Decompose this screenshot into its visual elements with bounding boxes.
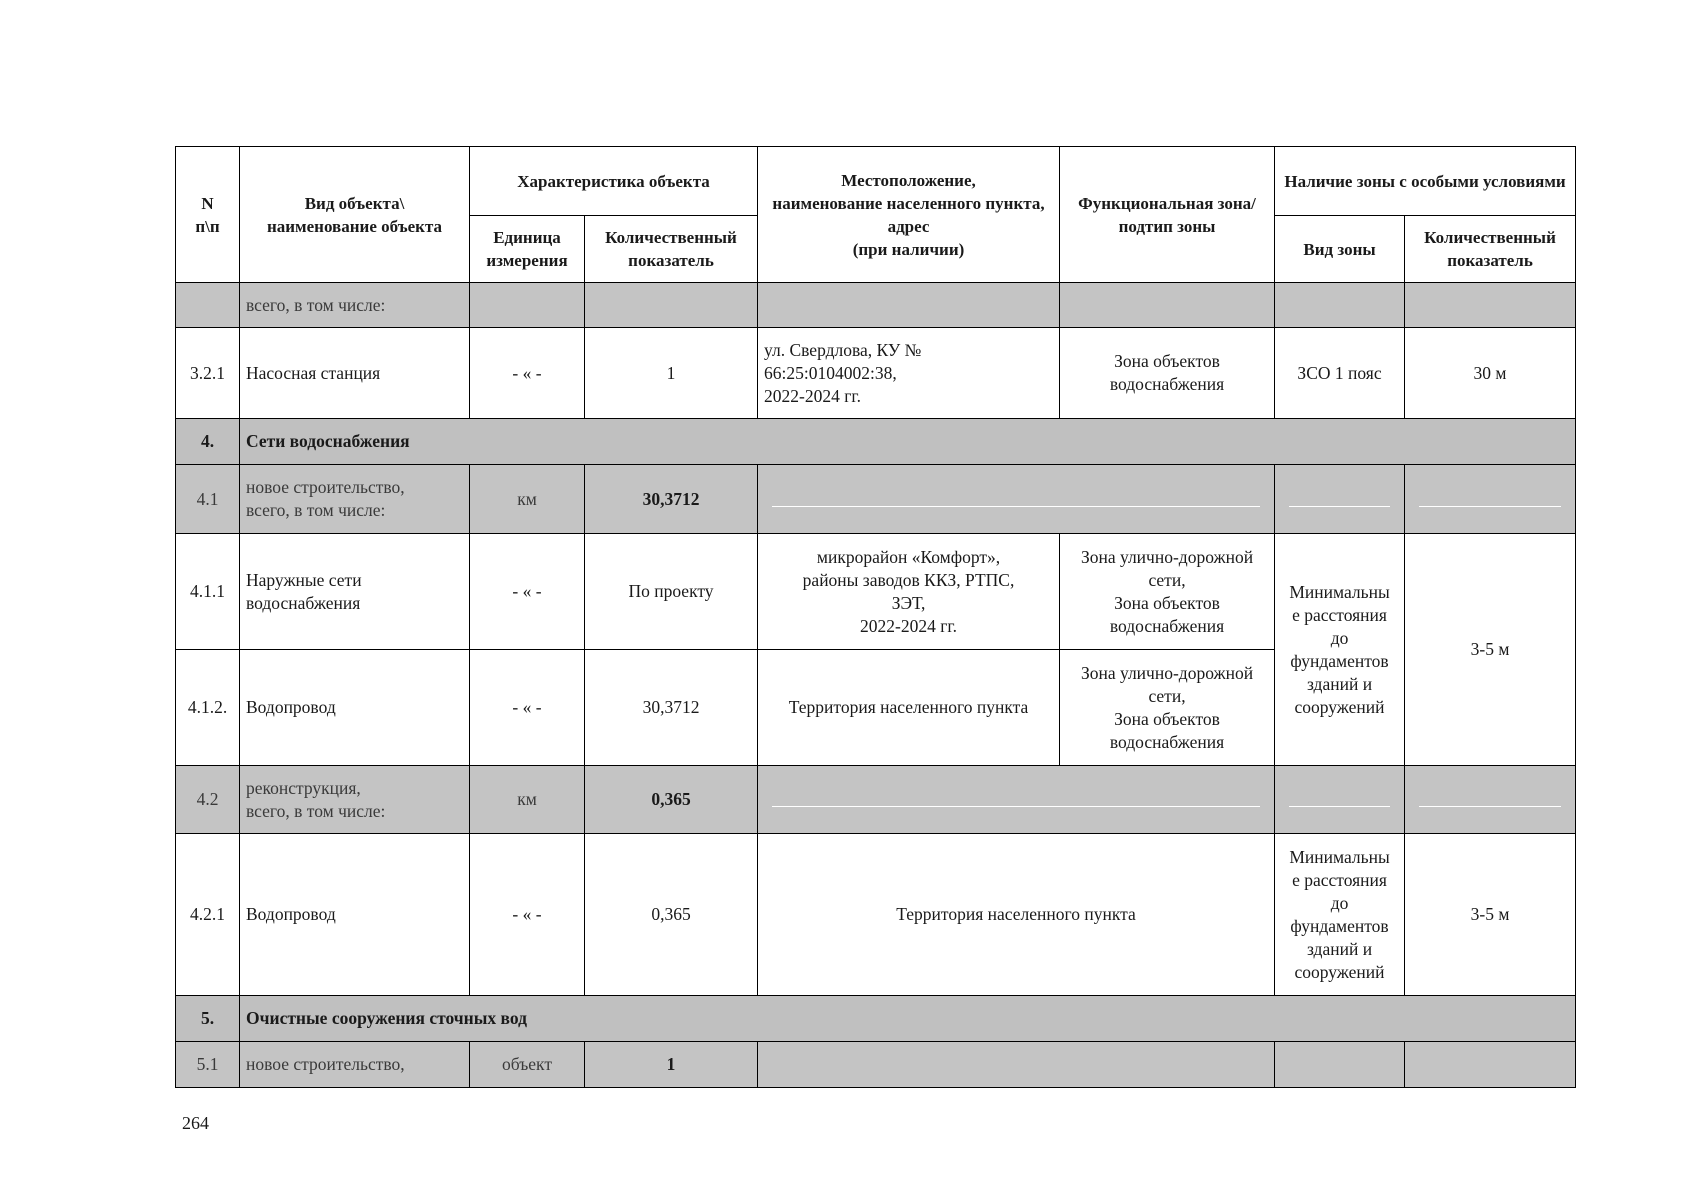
cell-qty: 1 bbox=[585, 1042, 758, 1088]
cell-name: Водопровод bbox=[240, 650, 470, 766]
section-num: 4. bbox=[176, 419, 240, 465]
cell-qty: 1 bbox=[585, 328, 758, 419]
cell-unit: объект bbox=[470, 1042, 585, 1088]
cell-zone-type: Минимальны е расстояния до фундаментов зданий и сооружений bbox=[1275, 834, 1405, 996]
section-num: 5. bbox=[176, 996, 240, 1042]
cell-unit: км bbox=[470, 766, 585, 834]
cell-zone-qty: 3-5 м bbox=[1405, 834, 1576, 996]
cell-location bbox=[758, 1042, 1275, 1088]
header-num: N п\п bbox=[176, 147, 240, 283]
header-characteristic: Характеристика объекта bbox=[470, 147, 758, 216]
header-special-zone: Наличие зоны с особыми условиями bbox=[1275, 147, 1576, 216]
header-location: Местоположение, наименование населенного пункта, адрес (при наличии) bbox=[758, 147, 1060, 283]
cell-unit: - « - bbox=[470, 328, 585, 419]
cell-zone: Зона улично-дорожной сети, Зона объектов водоснабжения bbox=[1060, 534, 1275, 650]
cell-unit bbox=[470, 283, 585, 328]
cell-location: Территория населенного пункта bbox=[758, 834, 1275, 996]
cell-location bbox=[758, 766, 1275, 834]
cell-location bbox=[758, 283, 1060, 328]
cell-unit: - « - bbox=[470, 534, 585, 650]
cell-location: Территория населенного пункта bbox=[758, 650, 1060, 766]
header-name: Вид объекта\ наименование объекта bbox=[240, 147, 470, 283]
cell-num: 4.1.1 bbox=[176, 534, 240, 650]
cell-zone-type bbox=[1275, 1042, 1405, 1088]
cell-name: новое строительство, всего, в том числе: bbox=[240, 465, 470, 534]
cell-name: Водопровод bbox=[240, 834, 470, 996]
section-title: Очистные сооружения сточных вод bbox=[240, 996, 1576, 1042]
cell-zone-type bbox=[1275, 283, 1405, 328]
cell-num: 5.1 bbox=[176, 1042, 240, 1088]
cell-qty: По проекту bbox=[585, 534, 758, 650]
cell-num: 4.1 bbox=[176, 465, 240, 534]
header-zone-type: Вид зоны bbox=[1275, 216, 1405, 283]
cell-zone bbox=[1060, 283, 1275, 328]
cell-zone-type bbox=[1275, 465, 1405, 534]
header-function-zone: Функциональная зона/ подтип зоны bbox=[1060, 147, 1275, 283]
cell-location bbox=[758, 465, 1275, 534]
table-row-4-2 bbox=[176, 766, 1576, 834]
cell-zone-qty bbox=[1405, 766, 1576, 834]
cell-qty: 30,3712 bbox=[585, 465, 758, 534]
cell-qty: 0,365 bbox=[585, 834, 758, 996]
cell-zone-type: Минимальны е расстояния до фундаментов зданий и сооружений bbox=[1275, 534, 1405, 766]
header-zone-quantity: Количественный показатель bbox=[1405, 216, 1576, 283]
cell-zone-qty bbox=[1405, 283, 1576, 328]
section-row-4 bbox=[176, 419, 1576, 465]
cell-location: ул. Свердлова, КУ № 66:25:0104002:38, 2022-2024 гг. bbox=[758, 328, 1060, 419]
cell-unit: - « - bbox=[470, 834, 585, 996]
cell-num: 4.2 bbox=[176, 766, 240, 834]
cell-zone-qty: 30 м bbox=[1405, 328, 1576, 419]
cell-zone-type: ЗСО 1 пояс bbox=[1275, 328, 1405, 419]
cell-zone-qty bbox=[1405, 1042, 1576, 1088]
section-row-5 bbox=[176, 996, 1576, 1042]
table-row-total bbox=[176, 283, 1576, 328]
objects-table bbox=[175, 146, 1576, 1088]
page-number: 264 bbox=[182, 1113, 209, 1133]
cell-zone-type bbox=[1275, 766, 1405, 834]
cell-name: реконструкция, всего, в том числе: bbox=[240, 766, 470, 834]
cell-qty: 30,3712 bbox=[585, 650, 758, 766]
cell-num: 3.2.1 bbox=[176, 328, 240, 419]
cell-zone-qty bbox=[1405, 465, 1576, 534]
header-row-1 bbox=[176, 147, 1576, 216]
cell-zone: Зона улично-дорожной сети, Зона объектов водоснабжения bbox=[1060, 650, 1275, 766]
cell-name: новое строительство, bbox=[240, 1042, 470, 1088]
table-row-3-2-1 bbox=[176, 328, 1576, 419]
header-unit: Единица измерения bbox=[470, 216, 585, 283]
cell-name: Наружные сети водоснабжения bbox=[240, 534, 470, 650]
section-title: Сети водоснабжения bbox=[240, 419, 1576, 465]
cell-name: всего, в том числе: bbox=[240, 283, 470, 328]
cell-location: микрорайон «Комфорт», районы заводов ККЗ, РТПС, ЗЭТ, 2022-2024 гг. bbox=[758, 534, 1060, 650]
cell-zone-qty: 3-5 м bbox=[1405, 534, 1576, 766]
table-row-4-2-1 bbox=[176, 834, 1576, 996]
cell-unit: км bbox=[470, 465, 585, 534]
cell-num: 4.2.1 bbox=[176, 834, 240, 996]
cell-qty: 0,365 bbox=[585, 766, 758, 834]
table-row-4-1 bbox=[176, 465, 1576, 534]
cell-num bbox=[176, 283, 240, 328]
table-row-5-1 bbox=[176, 1042, 1576, 1088]
cell-name: Насосная станция bbox=[240, 328, 470, 419]
cell-num: 4.1.2. bbox=[176, 650, 240, 766]
header-quantity: Количественный показатель bbox=[585, 216, 758, 283]
cell-zone: Зона объектов водоснабжения bbox=[1060, 328, 1275, 419]
cell-unit: - « - bbox=[470, 650, 585, 766]
table-row-4-1-1 bbox=[176, 534, 1576, 650]
cell-qty bbox=[585, 283, 758, 328]
